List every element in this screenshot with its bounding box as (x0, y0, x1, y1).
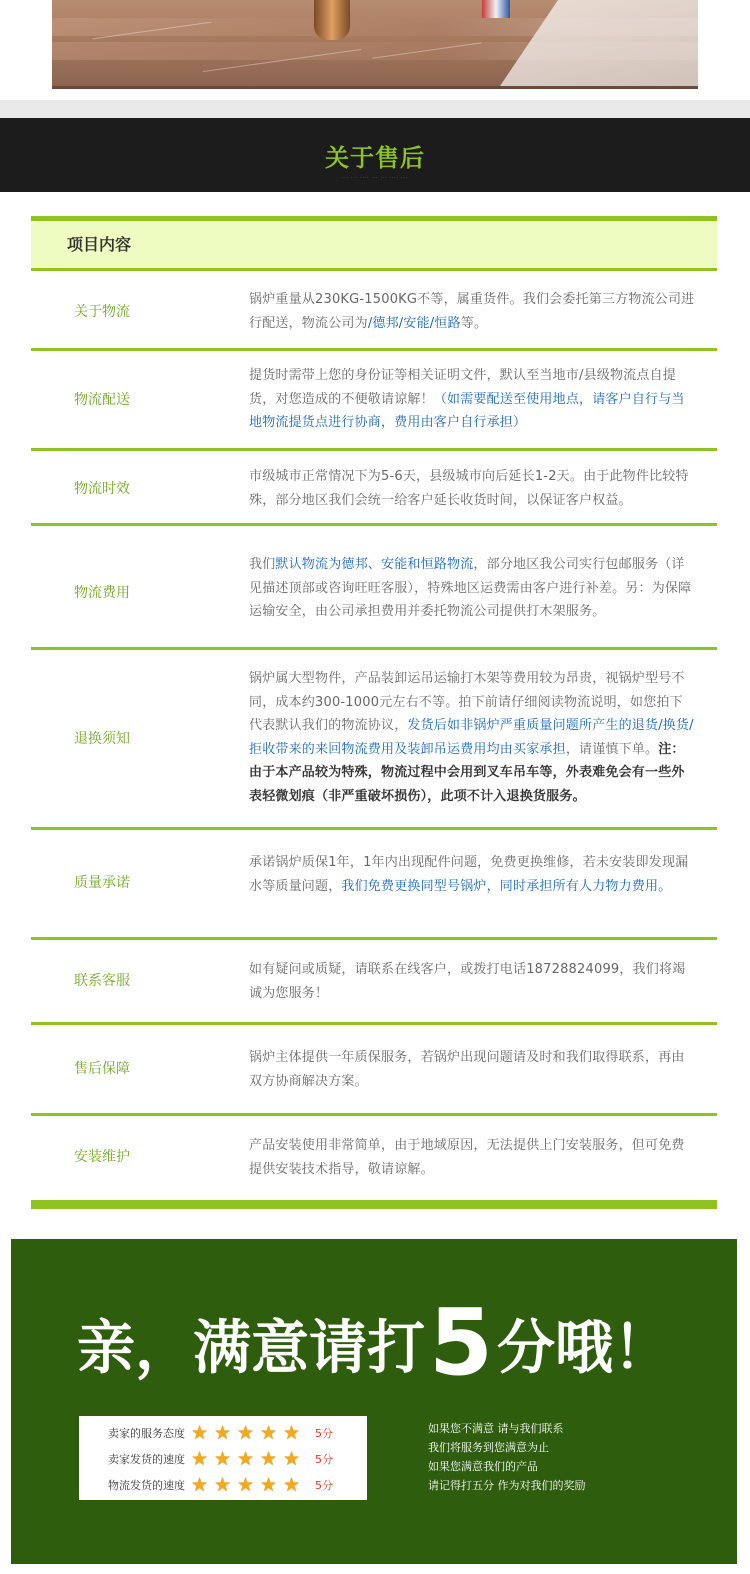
row-content (249, 364, 695, 435)
row-label: 联系客服 (74, 973, 130, 989)
star-icon: ★ (283, 1422, 301, 1444)
banner-text-before: 亲，满意请打 (76, 1313, 425, 1382)
section-title: 关于售后 (325, 144, 425, 172)
row-content (249, 465, 695, 512)
rating-score: 5分 (315, 1453, 333, 1466)
row-label: 质量承诺 (74, 875, 130, 891)
star-icon: ★ (191, 1422, 209, 1444)
star-icon: ★ (214, 1448, 232, 1470)
rating-row (79, 1420, 367, 1446)
photo-floor (498, 0, 698, 89)
row-content (249, 1046, 695, 1093)
star-rating (191, 1476, 301, 1494)
rating-box (79, 1416, 367, 1500)
star-icon: ★ (214, 1474, 232, 1496)
star-icon: ★ (237, 1448, 255, 1470)
row-content (249, 958, 695, 1005)
table-body (31, 271, 717, 1203)
body-text: 等。 (460, 315, 488, 331)
banner-message-line: 如果您满意我们的产品 (428, 1460, 538, 1473)
banner-messages (428, 1419, 586, 1495)
rating-label: 物流发货的速度 (108, 1479, 185, 1492)
row-label: 物流配送 (74, 392, 130, 408)
showroom-photo (52, 0, 698, 89)
highlight-text: 我们免费更换同型号锅炉，同时承担所有人力物力费用。 (341, 878, 672, 894)
table-row (31, 1116, 717, 1203)
banner-message-line: 如果您不满意 请与我们联系 (428, 1422, 564, 1435)
body-text: 锅炉主体提供一年质保服务，若锅炉出现问题请及时和我们取得联系，再由双方协商解决方案。 (249, 1050, 685, 1089)
section-subtitle: ··· ··· ···· ··· ··· ···· ··· (342, 175, 408, 180)
row-label: 安装维护 (74, 1149, 130, 1165)
star-rating (191, 1450, 301, 1468)
body-text: 如有疑问或质疑，请联系在线客户，或拨打电话18728824099，我们将竭诚为您服务！ (249, 962, 686, 1001)
table-row (31, 271, 717, 351)
body-text: 市级城市正常情况下为5-6天，县级城市向后延长1-2天。由于此物件比较特殊，部分地区我们会统一给客户延长收货时间，以保证客户权益。 (249, 469, 689, 508)
body-text: 我们 (249, 557, 276, 572)
star-icon: ★ (260, 1448, 278, 1470)
banner-headline (11, 1289, 737, 1396)
row-content (249, 851, 695, 898)
body-text: 承诺锅炉质保1年，1年内出现配件问题，免费更换维修，若未安装即发现漏水等质量问题， (249, 855, 689, 894)
notice-text: 注：由于本产品较为特殊，物流过程中会用到叉车吊车等，外表难免会有一些外表轻微划痕（非严重破坏损伤），此项不计入退换货服务。 (249, 741, 685, 804)
top-photo-area (0, 0, 750, 100)
table-row (31, 940, 717, 1025)
highlight-text: 发货后如非锅炉严重质量问题所产生的退货/换货/拒收带来的来回物流费用及装卸吊运费用均由买家承担 (249, 718, 694, 757)
banner-number: 5 (428, 1289, 493, 1396)
row-content (249, 288, 695, 335)
body-text: ，请谨慎下单。 (565, 741, 659, 757)
star-icon: ★ (283, 1474, 301, 1496)
body-text: 产品安装使用非常简单，由于地域原因，无法提供上门安装服务，但可免费提供安装技术指导，敬请谅解。 (249, 1138, 685, 1177)
star-icon: ★ (260, 1422, 278, 1444)
section-header (0, 118, 750, 192)
star-icon: ★ (260, 1474, 278, 1496)
banner-message-line: 我们将服务到您满意为止 (428, 1441, 549, 1454)
row-label: 物流费用 (74, 585, 130, 601)
row-label: 物流时效 (74, 481, 130, 497)
rating-row (79, 1446, 367, 1472)
rating-score: 5分 (315, 1427, 333, 1440)
row-content (249, 667, 695, 808)
body-text: 锅炉属大型物件，产品装卸运吊运输打木架等费用较为昂贵，视锅炉型号不同，成本约300-1000元左右不等。拍下前请仔细阅读物流说明，如您拍下代表默认我们的物流协议， (249, 671, 685, 733)
photo-vase-small (482, 0, 510, 18)
star-icon: ★ (237, 1474, 255, 1496)
rating-row (79, 1472, 367, 1498)
highlight-text: 默认物流为德邦、安能和恒路物流 (275, 557, 474, 572)
section-divider (0, 100, 750, 118)
row-label: 关于物流 (74, 304, 130, 320)
table-row (31, 650, 717, 830)
body-text: 提货时需带上您的身份证等相关证明文件，默认至当地市/县级物流点自提货，对您造成的不便敬请谅解！ (249, 368, 676, 407)
rating-label: 卖家的服务态度 (108, 1427, 185, 1440)
row-content (249, 1134, 695, 1181)
banner-message-line: 请记得打五分 作为对我们的奖励 (428, 1479, 586, 1492)
star-icon: ★ (191, 1448, 209, 1470)
star-icon: ★ (237, 1422, 255, 1444)
rating-label: 卖家发货的速度 (108, 1453, 185, 1466)
star-icon: ★ (191, 1474, 209, 1496)
table-row (31, 351, 717, 451)
table-row (31, 1025, 717, 1116)
banner-text-after: 分哦！ (497, 1313, 672, 1382)
table-heading: 项目内容 (67, 235, 132, 254)
table-row (31, 451, 717, 526)
row-label: 售后保障 (74, 1061, 130, 1077)
rating-score: 5分 (315, 1479, 333, 1492)
table-row (31, 526, 717, 650)
star-icon: ★ (214, 1422, 232, 1444)
body-text: 锅炉重量从230KG-1500KG不等，属重货件。我们会委托第三方物流公司进行配送，物流公司为 (249, 292, 695, 331)
table-bottom-bar (31, 1203, 717, 1209)
row-label: 退换须知 (74, 731, 130, 747)
highlight-text: /德邦/安能/恒路 (367, 315, 461, 331)
row-content (249, 553, 695, 624)
after-sales-table (31, 216, 717, 1209)
star-icon: ★ (283, 1448, 301, 1470)
rating-banner (11, 1239, 737, 1564)
table-row (31, 830, 717, 940)
photo-vase (314, 0, 350, 40)
table-header (31, 216, 717, 271)
highlight-text: （如需要配送至使用地点，请客户自行与当地物流提货点进行协商，费用由客户自行承担） (249, 391, 685, 430)
star-rating (191, 1424, 301, 1442)
body-text: ，部分地区我公司实行包邮服务（详见描述顶部或咨询旺旺客服），特殊地区运费需由客户进行补差。另：为保障运输安全，由公司承担费用并委托物流公司提供打木架服务。 (249, 557, 692, 619)
